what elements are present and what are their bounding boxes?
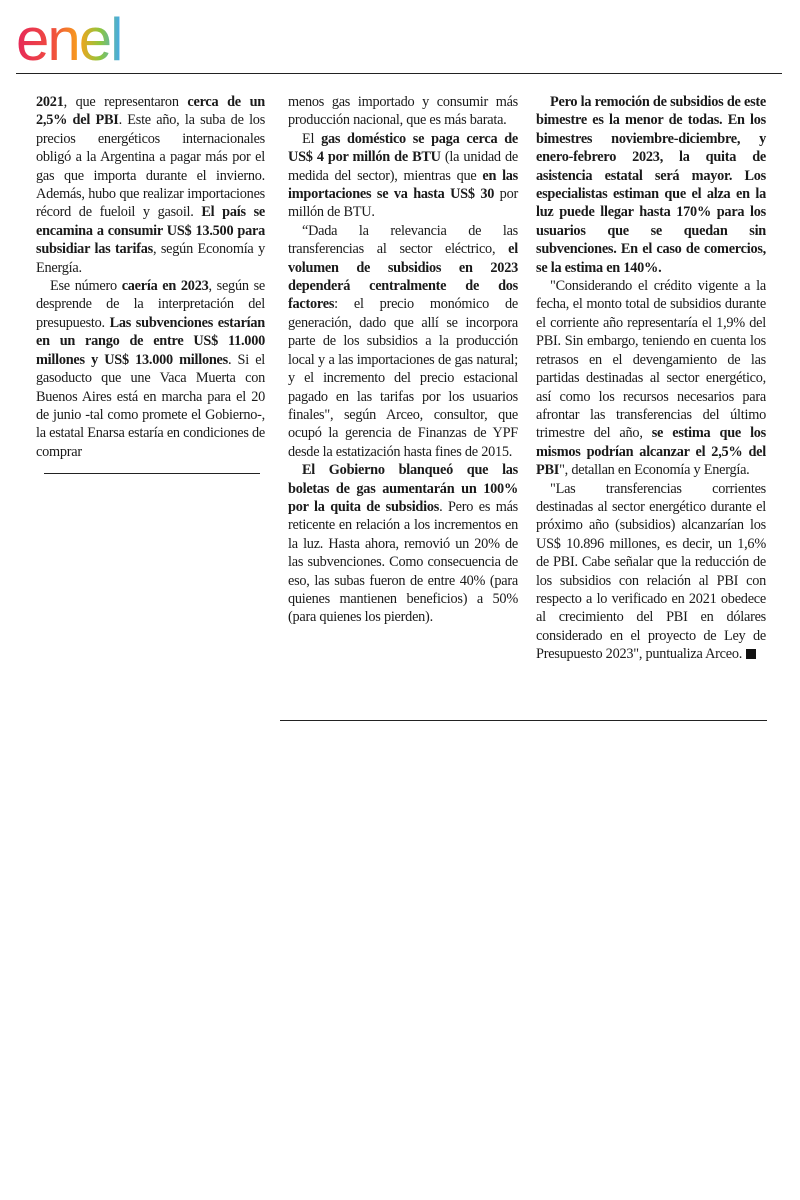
- article-end-rule: [280, 720, 767, 721]
- paragraph: "Considerando el crédito vigente a la fecha, el monto total de subsidios durante el corriente año representaría el 1,9% del PBI. Sin embargo, teniendo en cuenta los retrasos en el devengamiento de las partidas destinadas al sector energético, así como los recursos necesarios para afrontar las transferencias del último trimestre del año, se estima que los mismos podrían alcanzar el 2,5% del PBI", detallan en Economía y Energía.: [536, 278, 766, 479]
- paragraph: “Dada la relevancia de las transferencias al sector eléctrico, el volumen de subsidios en 2023 dependerá centralmente de dos factores: el precio monómico de generación, dado que allí se incorpora parte de los subsidios a la producción local y a las importaciones de gas natural; y el incremento del precio estacional pagado en las tarifas por los usuarios finales", según Arceo, consultor, que ocupó la gerencia de Finanzas de YPF desde la estatización hasta fines de 2015.: [288, 222, 518, 460]
- paragraph: menos gas importado y consumir más producción nacional, que es más barata.: [288, 94, 518, 129]
- column-end-rule: [44, 473, 260, 474]
- paragraph: El gas doméstico se paga cerca de US$ 4 por millón de BTU (la unidad de medida del sector), mientras que en las importaciones se va hasta US$ 30 por millón de BTU.: [288, 130, 519, 221]
- enel-logo-text: enel: [16, 6, 122, 70]
- paragraph: "Las transferencias corrientes destinadas al sector energético durante el próximo año (subsidios) alcanzarían los US$ 10.896 millones, es decir, un 1,6% de PBI. Cabe señalar que la reducción de los subsidios con relación al PBI con respecto a lo verificado en 2021 obedece al crecimiento del PBI en dólares considerado en el proyecto de Ley de Presupuesto 2023", puntualiza Arceo.: [536, 480, 766, 663]
- paragraph: El Gobierno blanqueó que las boletas de gas aumentarán un 100% por la quita de subsidios. Pero es más reticente en relación a los incrementos en la luz. Hasta ahora, removió un 20% de las subvenciones. Como consecuencia de eso, las subas fueron de entre 40% (para quienes mantienen beneficios) a 50% (para quienes los pierden).: [288, 462, 518, 626]
- enel-logo-graphic: [16, 6, 176, 70]
- paragraph: Pero la remoción de subsidios de este bimestre es la menor de todas. En los bimestres noviembre-diciembre, y enero-febrero 2023, la quita de asistencia estatal será mayor. Los especialistas estiman que el alza en la luz puede llegar hasta 170% para los usuarios que se quedan sin subvenciones. En el caso de comercios, se la estima en 140%.: [536, 94, 766, 276]
- header-divider: [16, 73, 782, 74]
- article-column-2: [288, 93, 518, 627]
- article-column-3: [536, 93, 766, 664]
- paragraph: 2021, que representaron cerca de un 2,5% del PBI. Este año, la suba de los precios energéticos internacionales obligó a la Argentina a pagar más por el gas que importa durante el invierno. Además, hubo que realizar importaciones récord de fueloil y gasoil. El país se encamina a consumir US$ 13.500 para subsidiar las tarifas, según Economía y Energía.: [36, 94, 266, 276]
- article-column-1: [36, 93, 265, 461]
- paragraph: Ese número caería en 2023, según se desprende de la interpretación del presupuesto. Las subvenciones estarían en un rango de entre US$ 11.000 millones y US$ 13.000 millones. Si el gasoducto que une Vaca Muerta con Buenos Aires está en marcha para el 20 de junio -tal como promete el Gobierno-, la estatal Enarsa estaría en condiciones de comprar: [36, 278, 266, 460]
- enel-logo: [16, 6, 176, 70]
- end-mark-icon: [746, 649, 756, 659]
